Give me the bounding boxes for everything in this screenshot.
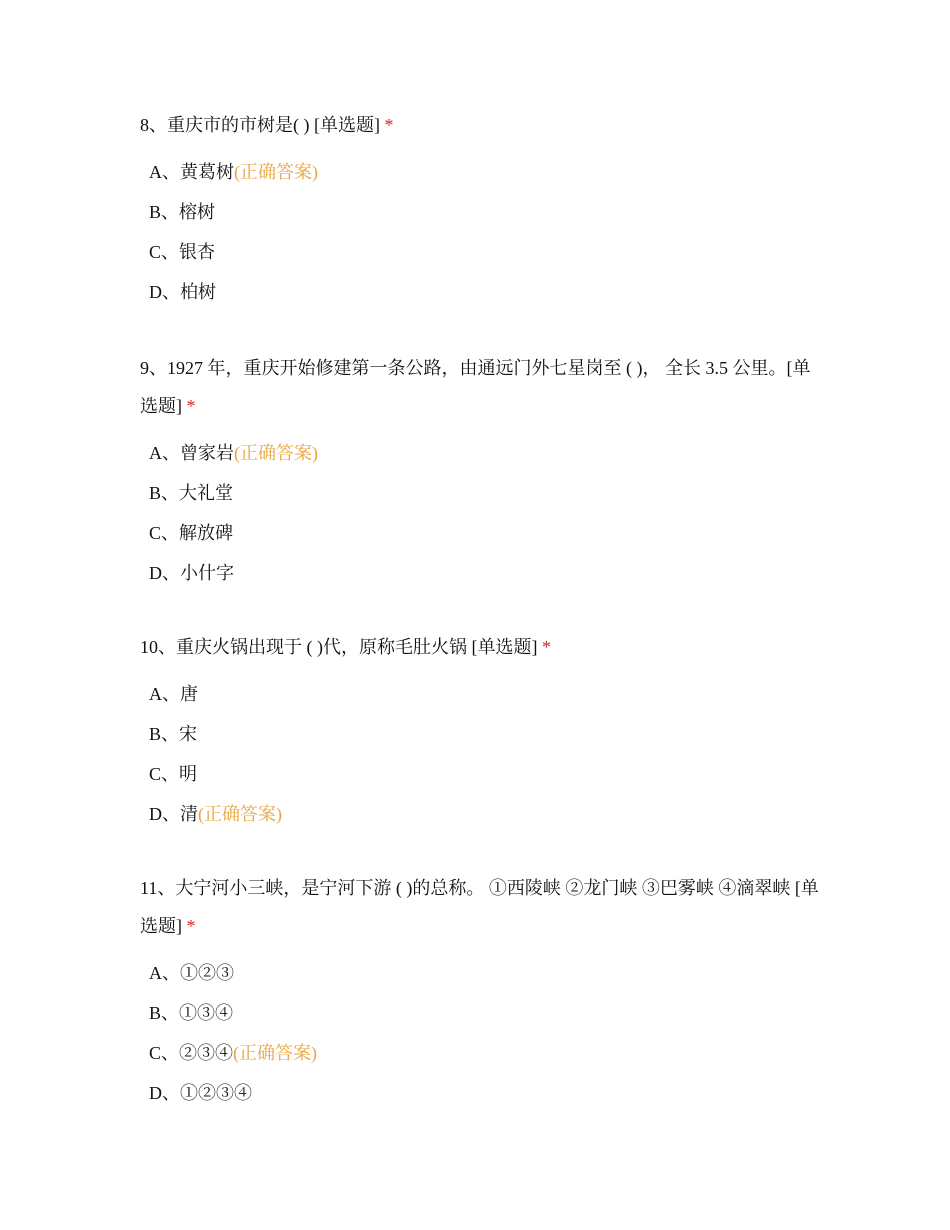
- option-a[interactable]: [149, 433, 820, 473]
- option-label: D、柏树: [149, 282, 216, 302]
- option-list: [140, 953, 820, 1113]
- required-star: *: [541, 637, 551, 657]
- option-label: C、解放碑: [149, 523, 234, 543]
- required-star: *: [186, 916, 196, 936]
- option-label: B、①③④: [149, 1003, 234, 1023]
- question-title-text: 11、大宁河小三峡，是宁河下游 ( )的总称。 ①西陵峡 ②龙门峡 ③巴雾峡 ④滴翠峡 [单选题]: [140, 878, 819, 936]
- option-list: [140, 674, 820, 834]
- required-star: *: [186, 396, 196, 416]
- required-star: *: [384, 115, 394, 135]
- correct-answer-tag: (正确答案): [198, 804, 282, 824]
- option-d[interactable]: [149, 1073, 820, 1113]
- option-label: A、①②③: [149, 963, 234, 983]
- option-b[interactable]: [149, 993, 820, 1033]
- option-b[interactable]: [149, 714, 820, 754]
- option-label: C、②③④: [149, 1043, 234, 1063]
- option-label: B、榕树: [149, 202, 216, 222]
- question-title-text: 9、1927 年，重庆开始修建第一条公路，由通远门外七星岗至 ( )， 全长 3.5 公里。[单选题]: [140, 358, 811, 416]
- option-a[interactable]: [149, 953, 820, 993]
- option-d[interactable]: [149, 794, 820, 834]
- option-d[interactable]: [149, 272, 820, 312]
- correct-answer-tag: (正确答案): [234, 443, 318, 463]
- option-label: D、①②③④: [149, 1083, 252, 1103]
- question-title-text: 8、重庆市的市树是( ) [单选题]: [140, 115, 380, 135]
- question-10: [140, 628, 820, 834]
- question-8: [140, 106, 820, 312]
- correct-answer-tag: (正确答案): [233, 1043, 318, 1063]
- option-d[interactable]: [149, 553, 820, 593]
- question-title: [140, 869, 820, 945]
- option-c[interactable]: [149, 754, 820, 794]
- question-11: [140, 869, 820, 1113]
- option-label: A、唐: [149, 684, 198, 704]
- option-label: D、清: [149, 804, 198, 824]
- option-a[interactable]: [149, 152, 820, 192]
- option-c[interactable]: [149, 513, 820, 553]
- option-label: A、黄葛树: [149, 162, 234, 182]
- question-9: [140, 349, 820, 593]
- option-label: C、银杏: [149, 242, 216, 262]
- correct-answer-tag: (正确答案): [234, 162, 318, 182]
- option-label: C、明: [149, 764, 198, 784]
- option-a[interactable]: [149, 674, 820, 714]
- question-title-text: 10、重庆火锅出现于 ( )代，原称毛肚火锅 [单选题]: [140, 637, 538, 657]
- question-title: [140, 349, 820, 425]
- option-label: B、大礼堂: [149, 483, 234, 503]
- option-list: [140, 152, 820, 312]
- option-list: [140, 433, 820, 593]
- question-title: [140, 106, 820, 144]
- option-label: D、小什字: [149, 563, 234, 583]
- question-title: [140, 628, 820, 666]
- option-c[interactable]: [149, 1033, 820, 1073]
- option-b[interactable]: [149, 473, 820, 513]
- option-label: B、宋: [149, 724, 198, 744]
- option-label: A、曾家岩: [149, 443, 234, 463]
- option-b[interactable]: [149, 192, 820, 232]
- option-c[interactable]: [149, 232, 820, 272]
